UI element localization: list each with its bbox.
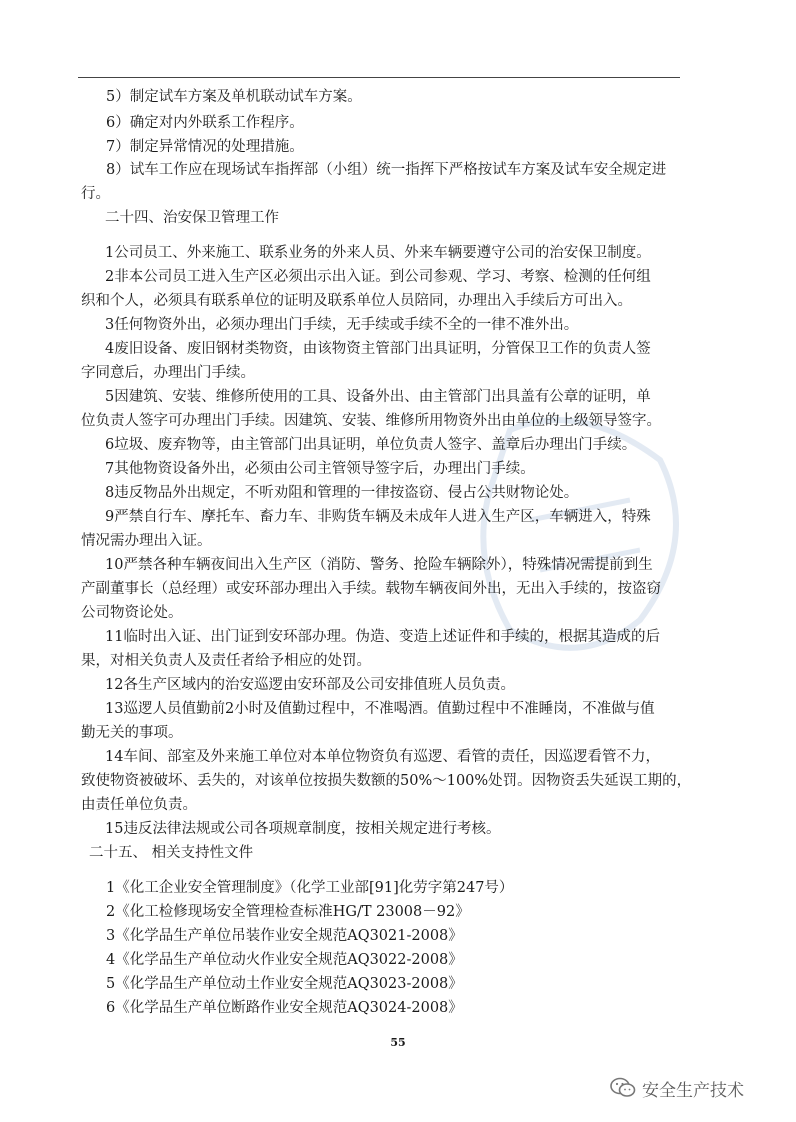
text-line: 织和个人，必须具有联系单位的证明及联系单位人员陪同，办理出入手续后方可出入。 xyxy=(81,293,632,309)
text-line: 行。 xyxy=(81,186,110,202)
text-line: 6）确定对内外联系工作程序。 xyxy=(106,115,304,131)
reference-item: 4《化学品生产单位动火作业安全规范AQ3022-2008》 xyxy=(106,952,463,968)
watermark-text: 安全生产技术 xyxy=(642,1080,744,1101)
text-line: 5因建筑、安装、维修所使用的工具、设备外出、由主管部门出具盖有公章的证明，单 xyxy=(105,389,651,405)
reference-item: 3《化学品生产单位吊装作业安全规范AQ3021-2008》 xyxy=(106,928,463,944)
text-line: 产副董事长（总经理）或安环部办理出入手续。载物车辆夜间外出，无出入手续的，按盗窃 xyxy=(81,581,661,597)
watermark xyxy=(610,1072,744,1104)
section-heading: 二十五、 相关支持性文件 xyxy=(89,845,254,861)
reference-item: 2《化工检修现场安全管理检查标准HG/T 23008－92》 xyxy=(106,904,470,920)
text-line: 由责任单位负责。 xyxy=(81,797,197,813)
text-line: 情况需办理出入证。 xyxy=(81,533,212,549)
reference-item: 5《化学品生产单位动土作业安全规范AQ3023-2008》 xyxy=(106,976,463,992)
text-line: 1公司员工、外来施工、联系业务的外来人员、外来车辆要遵守公司的治安保卫制度。 xyxy=(105,245,651,261)
text-line: 4废旧设备、废旧钢材类物资，由该物资主管部门出具证明，分管保卫工作的负责人签 xyxy=(105,341,651,357)
text-line: 3任何物资外出，必须办理出门手续，无手续或手续不全的一律不准外出。 xyxy=(105,317,579,333)
text-line: 果，对相关负责人及责任者给予相应的处罚。 xyxy=(81,653,371,669)
wechat-icon xyxy=(610,1077,636,1099)
reference-item: 6《化学品生产单位断路作业安全规范AQ3024-2008》 xyxy=(106,1000,463,1016)
text-line: 2非本公司员工进入生产区必须出示出入证。到公司参观、学习、考察、检测的任何组 xyxy=(105,269,651,285)
page-number: 55 xyxy=(390,1036,406,1049)
text-line: 15违反法律法规或公司各项规章制度，按相关规定进行考核。 xyxy=(105,821,501,837)
text-line: 字同意后，办理出门手续。 xyxy=(81,365,255,381)
text-line: 14车间、部室及外来施工单位对本单位物资负有巡逻、看管的责任，因巡逻看管不力， xyxy=(105,749,660,765)
text-line: 公司物资论处。 xyxy=(81,605,183,621)
text-line: 勤无关的事项。 xyxy=(81,725,183,741)
reference-item: 1《化工企业安全管理制度》（化学工业部[91]化劳字第247号） xyxy=(106,880,514,896)
text-line: 8）试车工作应在现场试车指挥部（小组）统一指挥下严格按试车方案及试车安全规定进 xyxy=(106,162,667,178)
section-heading: 二十四、治安保卫管理工作 xyxy=(105,210,279,226)
text-line: 5）制定试车方案及单机联动试车方案。 xyxy=(106,89,362,105)
text-line: 位负责人签字可办理出门手续。因建筑、安装、维修所用物资外出由单位的上级领导签字。 xyxy=(81,413,661,429)
text-line: 10严禁各种车辆夜间出入生产区（消防、警务、抢险车辆除外），特殊情况需提前到生 xyxy=(105,557,653,573)
text-line: 致使物资被破坏、丢失的，对该单位按损失数额的50%～100%处罚。因物资丢失延误工期的， xyxy=(81,773,692,789)
text-line: 6垃圾、废弃物等，由主管部门出具证明，单位负责人签字、盖章后办理出门手续。 xyxy=(105,437,637,453)
text-line: 13巡逻人员值勤前2小时及值勤过程中，不准喝酒。值勤过程中不准睡岗，不准做与值 xyxy=(105,701,655,717)
text-line: 8违反物品外出规定，不听劝阻和管理的一律按盗窃、侵占公共财物论处。 xyxy=(105,485,579,501)
text-line: 12各生产区域内的治安巡逻由安环部及公司安排值班人员负责。 xyxy=(105,677,515,693)
text-line: 7其他物资设备外出，必须由公司主管领导签字后，办理出门手续。 xyxy=(105,461,535,477)
header-rule xyxy=(78,77,680,78)
text-line: 9严禁自行车、摩托车、畜力车、非购货车辆及未成年人进入生产区，车辆进入，特殊 xyxy=(105,509,651,525)
text-line: 7）制定异常情况的处理措施。 xyxy=(106,139,304,155)
text-line: 11临时出入证、出门证到安环部办理。伪造、变造上述证件和手续的，根据其造成的后 xyxy=(105,629,660,645)
